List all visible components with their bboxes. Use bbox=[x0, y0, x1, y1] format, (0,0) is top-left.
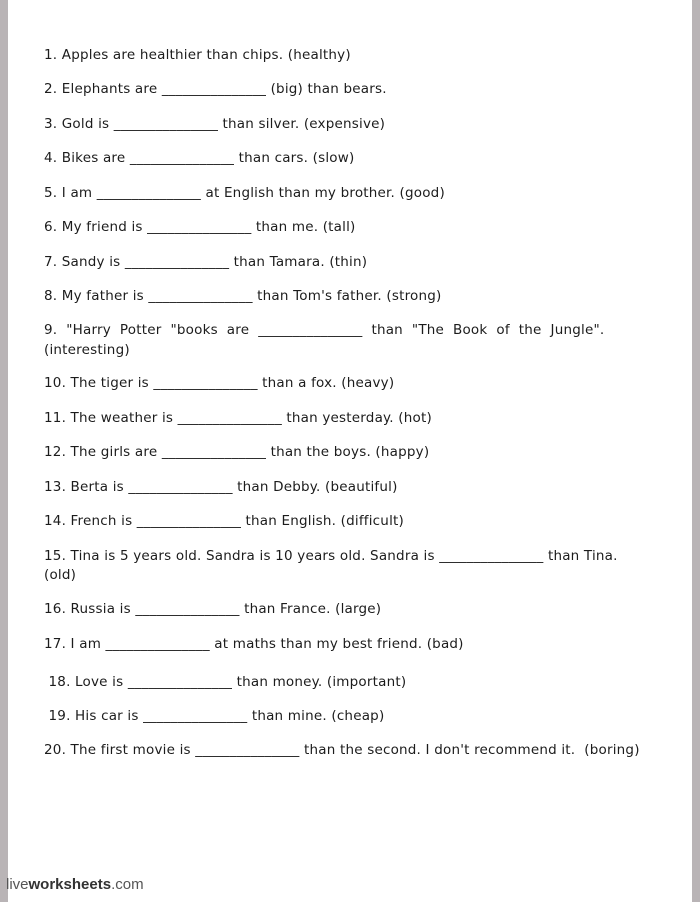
exercise-line-16: 16. Russia is _______________ than France. (large) bbox=[44, 601, 382, 617]
exercise-line-10: 10. The tiger is _______________ than a fox. (heavy) bbox=[44, 375, 395, 391]
exercise-line-4: 4. Bikes are _______________ than cars. (slow) bbox=[44, 150, 355, 166]
liveworksheets-logo bbox=[6, 876, 144, 893]
exercise-line-7: 7. Sandy is _______________ than Tamara. (thin) bbox=[44, 254, 368, 270]
worksheet-page bbox=[8, 0, 692, 902]
exercise-line-1: 1. Apples are healthier than chips. (healthy) bbox=[44, 47, 351, 63]
exercise-line-15-cont: (old) bbox=[44, 567, 77, 583]
exercise-line-12: 12. The girls are _______________ than the boys. (happy) bbox=[44, 444, 430, 460]
exercise-line-14: 14. French is _______________ than English. (difficult) bbox=[44, 513, 404, 529]
exercise-line-19: 19. His car is _______________ than mine. (cheap) bbox=[44, 708, 385, 724]
exercise-line-17: 17. I am _______________ at maths than my best friend. (bad) bbox=[44, 636, 464, 652]
logo-worksheets: worksheets bbox=[28, 876, 112, 893]
exercise-line-2: 2. Elephants are _______________ (big) than bears. bbox=[44, 81, 387, 97]
exercise-line-3: 3. Gold is _______________ than silver. (expensive) bbox=[44, 116, 386, 132]
exercise-line-15: 15. Tina is 5 years old. Sandra is 10 years old. Sandra is _______________ than Tina. bbox=[44, 548, 618, 564]
exercise-line-8: 8. My father is _______________ than Tom's father. (strong) bbox=[44, 288, 442, 304]
exercise-line-11: 11. The weather is _______________ than yesterday. (hot) bbox=[44, 410, 432, 426]
exercise-line-9: 9. "Harry Potter "books are _______________ than "The Book of the Jungle". bbox=[44, 322, 605, 338]
exercise-line-5: 5. I am _______________ at English than my brother. (good) bbox=[44, 185, 445, 201]
exercise-line-13: 13. Berta is _______________ than Debby. (beautiful) bbox=[44, 479, 398, 495]
exercise-line-6: 6. My friend is _______________ than me. (tall) bbox=[44, 219, 356, 235]
logo-tld: .com bbox=[111, 876, 144, 893]
exercise-line-20: 20. The first movie is _______________ than the second. I don't recommend it. (boring) bbox=[44, 742, 640, 758]
exercise-line-9-cont: (interesting) bbox=[44, 342, 130, 358]
logo-live: live bbox=[6, 876, 29, 893]
exercise-line-18: 18. Love is _______________ than money. (important) bbox=[44, 674, 407, 690]
